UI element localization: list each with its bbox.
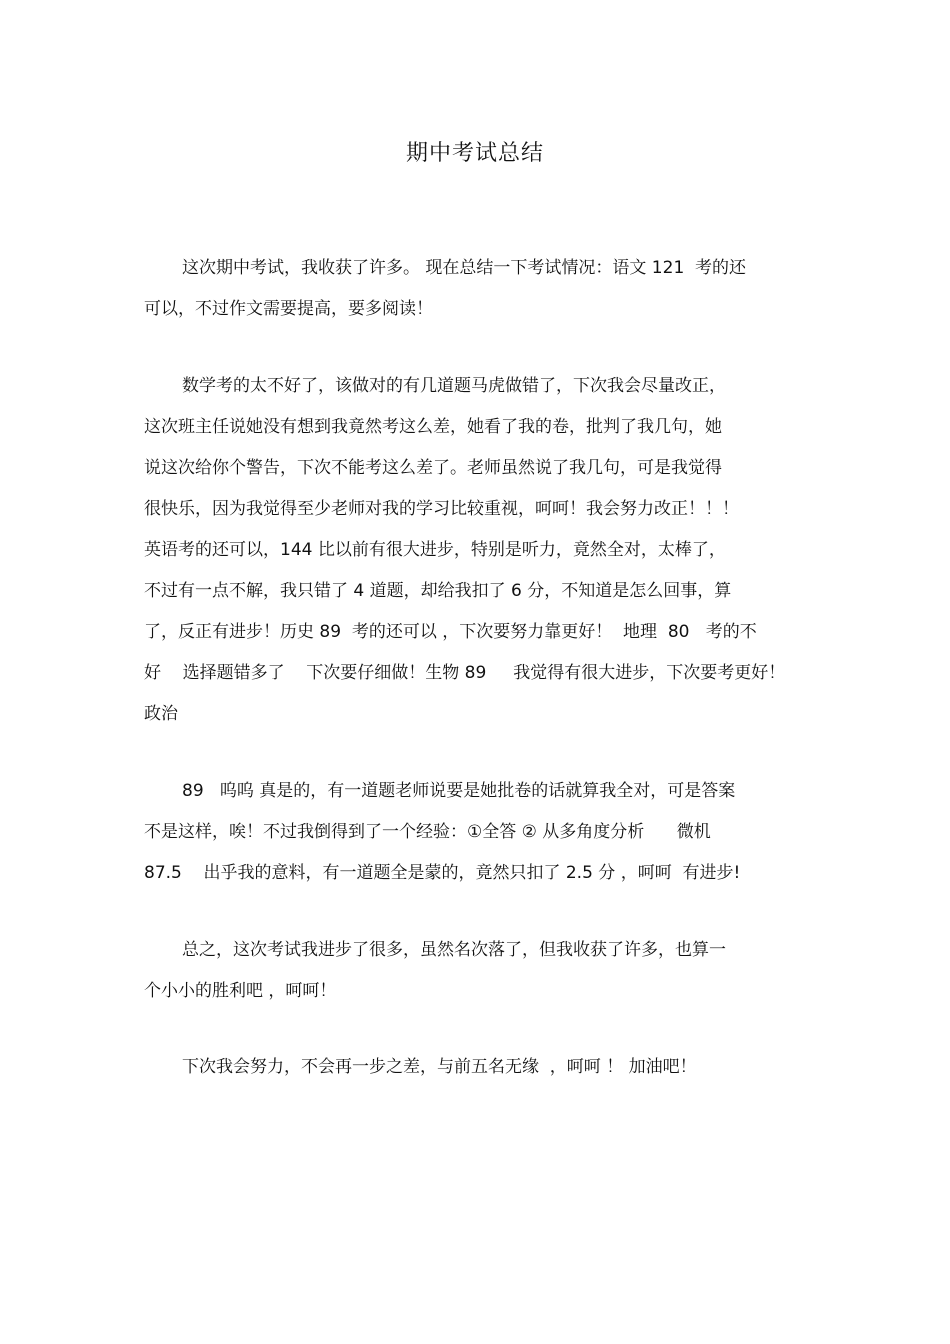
- paragraph-line: 89 呜呜 真是的，有一道题老师说要是她批卷的话就算我全对，可是答案: [182, 781, 736, 801]
- paragraph-line: 可以，不过作文需要提高，要多阅读！: [144, 299, 433, 319]
- paragraph-line: 87.5 出乎我的意料，有一道题全是蒙的，竟然只扣了 2.5 分 ，呵呵 有进步!: [144, 863, 741, 883]
- paragraph-line: 政治: [144, 704, 178, 724]
- paragraph-line: 英语考的还可以，144 比以前有很大进步，特别是听力，竟然全对，太棒了，: [144, 540, 726, 560]
- paragraph-line: 说这次给你个警告，下次不能考这么差了。老师虽然说了我几句，可是我觉得: [144, 458, 722, 478]
- paragraph-summary: [144, 930, 824, 1012]
- paragraph-line: 个小小的胜利吧 ，呵呵！: [144, 981, 337, 1001]
- paragraph-line: 好 选择题错多了 下次要仔细做！生物 89 我觉得有很大进步，下次要考更好！: [144, 663, 786, 683]
- paragraph-closing: [144, 1047, 824, 1088]
- paragraph-line: 总之，这次考试我进步了很多，虽然名次落了，但我收获了许多，也算一: [182, 940, 726, 960]
- paragraph-line: 这次期中考试，我收获了许多。 现在总结一下考试情况：语文 121 考的还: [182, 258, 747, 278]
- paragraph-line: 数学考的太不好了，该做对的有几道题马虎做错了，下次我会尽量改正，: [182, 376, 726, 396]
- paragraph-politics: [144, 771, 824, 894]
- paragraph-subjects: [144, 366, 824, 735]
- document-title: 期中考试总结: [405, 141, 544, 166]
- paragraph-chinese: [144, 248, 824, 330]
- paragraph-line: 不过有一点不解，我只错了 4 道题，却给我扣了 6 分，不知道是怎么回事，算: [144, 581, 732, 601]
- paragraph-line: 这次班主任说她没有想到我竟然考这么差，她看了我的卷，批判了我几句，她: [144, 417, 722, 437]
- paragraph-line: 不是这样，唉！不过我倒得到了一个经验：①全答 ② 从多角度分析 微机: [144, 822, 711, 842]
- paragraph-line: 下次我会努力，不会再一步之差，与前五名无缘 ，呵呵 ！ 加油吧！: [182, 1057, 697, 1077]
- paragraph-line: 很快乐，因为我觉得至少老师对我的学习比较重视，呵呵！我会努力改正！！！: [144, 499, 739, 519]
- paragraph-line: 了，反正有进步！历史 89 考的还可以 ，下次要努力靠更好！ 地理 80 考的不: [144, 622, 757, 642]
